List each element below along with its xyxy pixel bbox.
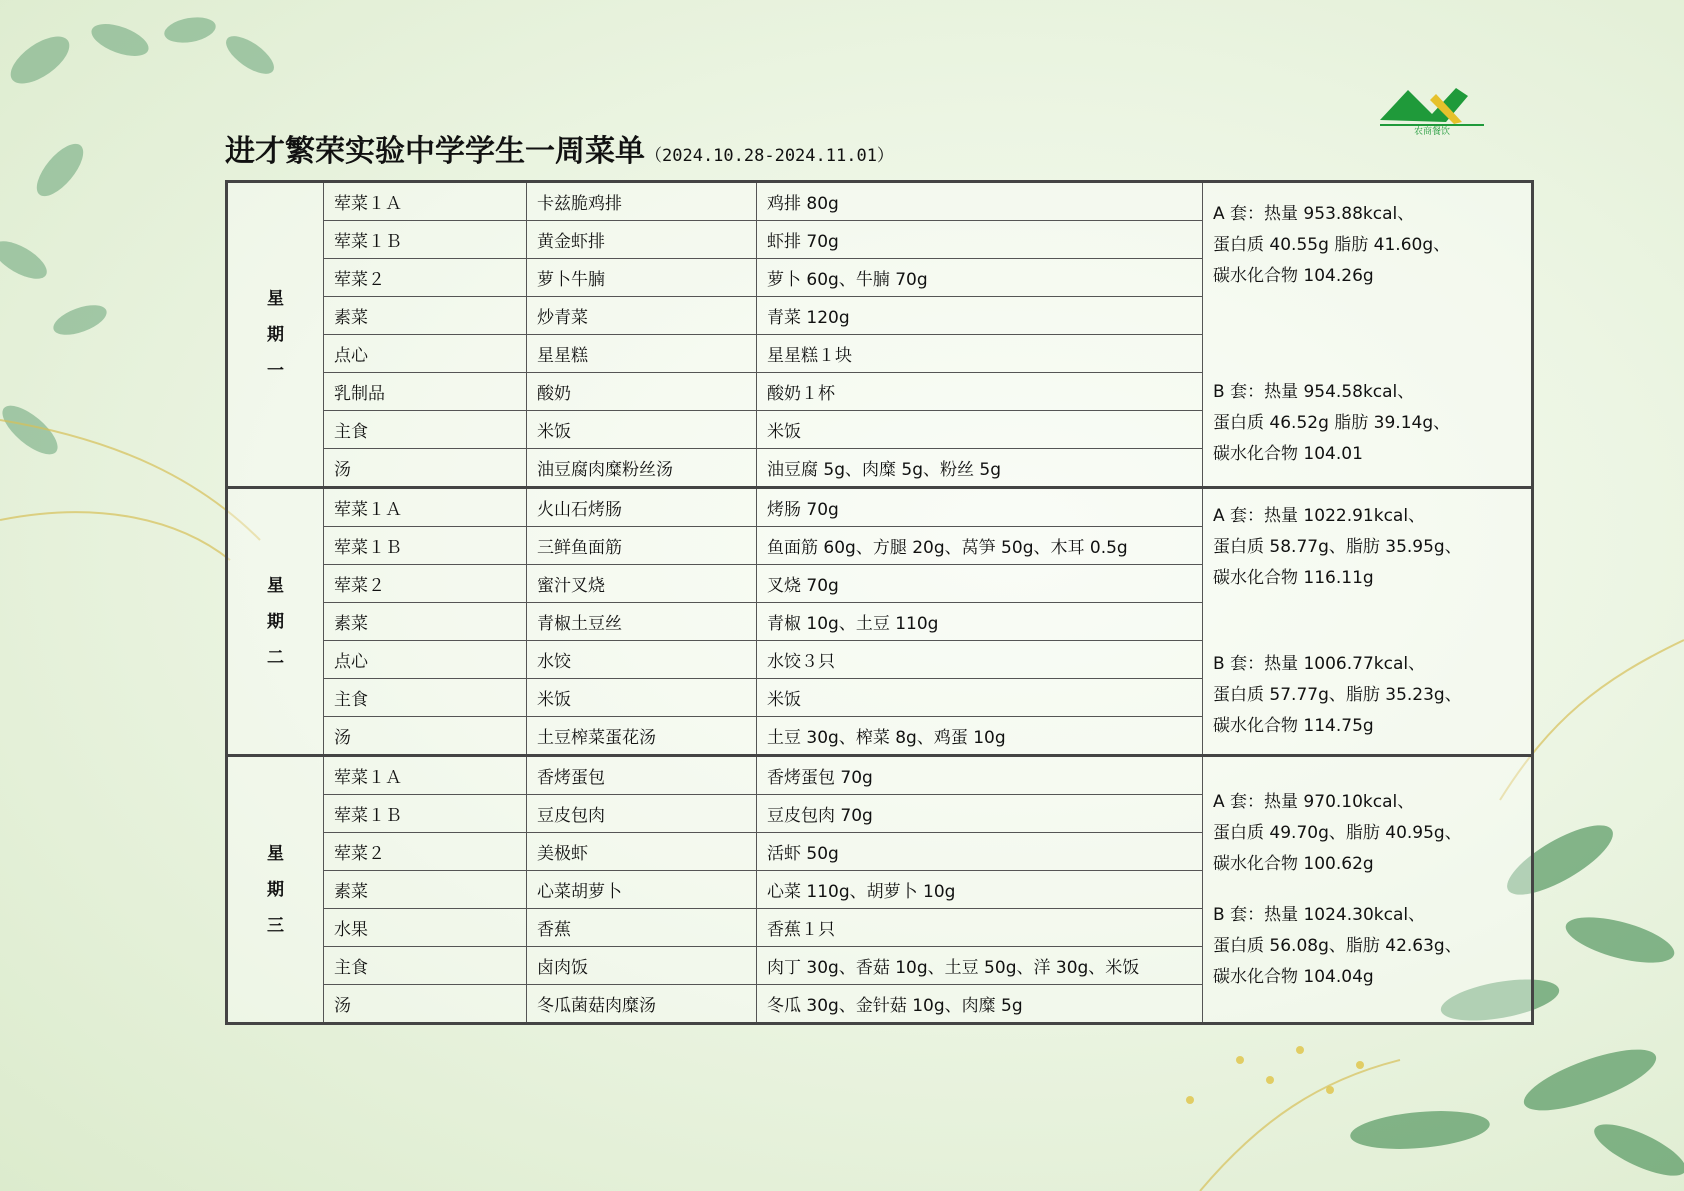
cell-dish: 星星糕 (527, 335, 757, 373)
cell-dish: 心菜胡萝卜 (527, 871, 757, 909)
nutrition-line: 碳水化合物 116.11g (1213, 568, 1374, 588)
nutrition-line: 蛋白质 49.70g、脂肪 40.95g、 (1213, 822, 1462, 843)
day-label-char: 期 (267, 611, 284, 632)
nutrition-info (1203, 488, 1533, 756)
set-b-nutrition (1213, 900, 1521, 993)
table-row (227, 756, 1533, 795)
menu-table-body (227, 182, 1533, 1024)
day-label-char: 一 (267, 360, 284, 381)
cell-category: 荤菜２ (324, 259, 527, 297)
nutrition-line: 碳水化合物 100.62g (1213, 853, 1374, 874)
set-a-nutrition (1213, 787, 1521, 880)
cell-ingredients: 豆皮包肉 70g (757, 795, 1203, 833)
nutrition-line: 蛋白质 56.08g、脂肪 42.63g、 (1213, 935, 1462, 956)
cell-category: 汤 (324, 449, 527, 488)
day-label-char: 二 (267, 647, 284, 668)
cell-ingredients: 土豆 30g、榨菜 8g、鸡蛋 10g (757, 717, 1203, 756)
day-label-char: 期 (267, 324, 284, 345)
cell-ingredients: 肉丁 30g、香菇 10g、土豆 50g、洋 30g、米饭 (757, 947, 1203, 985)
cell-category: 荤菜１Ｂ (324, 221, 527, 259)
cell-dish: 香烤蛋包 (527, 756, 757, 795)
nutrition-line: B 套：热量 1006.77kcal、 (1213, 654, 1426, 674)
cell-ingredients: 萝卜 60g、牛腩 70g (757, 259, 1203, 297)
table-row (227, 488, 1533, 527)
page-title (225, 126, 894, 170)
cell-dish: 炒青菜 (527, 297, 757, 335)
cell-category: 乳制品 (324, 373, 527, 411)
cell-ingredients: 米饭 (757, 411, 1203, 449)
cell-category: 素菜 (324, 871, 527, 909)
nutrition-line: 碳水化合物 104.04g (1213, 966, 1374, 987)
cell-ingredients: 冬瓜 30g、金针菇 10g、肉糜 5g (757, 985, 1203, 1024)
cell-dish: 卡兹脆鸡排 (527, 182, 757, 221)
set-a-nutrition (1213, 501, 1521, 594)
cell-category: 主食 (324, 411, 527, 449)
set-b-nutrition (1213, 377, 1521, 470)
cell-ingredients: 水饺３只 (757, 641, 1203, 679)
cell-ingredients: 鱼面筋 60g、方腿 20g、莴笋 50g、木耳 0.5g (757, 527, 1203, 565)
nutrition-line: 碳水化合物 104.26g (1213, 266, 1374, 286)
cell-category: 汤 (324, 985, 527, 1024)
title-date-range: （2024.10.28-2024.11.01） (645, 146, 894, 166)
nutrition-line: 蛋白质 58.77g、脂肪 35.95g、 (1213, 537, 1462, 557)
day-label-char: 三 (267, 915, 284, 936)
cell-ingredients: 青菜 120g (757, 297, 1203, 335)
nutrition-line: B 套：热量 1024.30kcal、 (1213, 904, 1426, 925)
cell-dish: 美极虾 (527, 833, 757, 871)
set-b-nutrition (1213, 649, 1521, 742)
cell-category: 荤菜１Ｂ (324, 795, 527, 833)
cell-category: 水果 (324, 909, 527, 947)
day-label-char: 星 (267, 575, 284, 596)
nutrition-line: 碳水化合物 114.75g (1213, 716, 1374, 736)
cell-ingredients: 活虾 50g (757, 833, 1203, 871)
cell-dish: 青椒土豆丝 (527, 603, 757, 641)
cell-category: 点心 (324, 641, 527, 679)
cell-ingredients: 虾排 70g (757, 221, 1203, 259)
cell-dish: 水饺 (527, 641, 757, 679)
cell-ingredients: 青椒 10g、土豆 110g (757, 603, 1203, 641)
table-row (227, 182, 1533, 221)
cell-category: 素菜 (324, 297, 527, 335)
day-label (227, 488, 324, 756)
cell-ingredients: 鸡排 80g (757, 182, 1203, 221)
cell-category: 主食 (324, 679, 527, 717)
cell-dish: 三鲜鱼面筋 (527, 527, 757, 565)
title-main: 进才繁荣实验中学学生一周菜单 (225, 134, 645, 169)
cell-ingredients: 米饭 (757, 679, 1203, 717)
cell-ingredients: 星星糕１块 (757, 335, 1203, 373)
nutrition-line: 蛋白质 57.77g、脂肪 35.23g、 (1213, 685, 1462, 705)
cell-ingredients: 叉烧 70g (757, 565, 1203, 603)
logo-text: 农商餐饮 (1413, 127, 1451, 136)
day-label-char: 星 (267, 843, 284, 864)
cell-dish: 冬瓜菌菇肉糜汤 (527, 985, 757, 1024)
cell-category: 主食 (324, 947, 527, 985)
company-logo (1376, 80, 1488, 136)
cell-dish: 土豆榨菜蛋花汤 (527, 717, 757, 756)
cell-dish: 油豆腐肉糜粉丝汤 (527, 449, 757, 488)
cell-dish: 卤肉饭 (527, 947, 757, 985)
cell-category: 荤菜１Ａ (324, 756, 527, 795)
cell-dish: 米饭 (527, 679, 757, 717)
nutrition-info (1203, 756, 1533, 1024)
cell-ingredients: 烤肠 70g (757, 488, 1203, 527)
cell-ingredients: 酸奶１杯 (757, 373, 1203, 411)
cell-category: 荤菜１Ａ (324, 182, 527, 221)
cell-category: 点心 (324, 335, 527, 373)
cell-ingredients: 油豆腐 5g、肉糜 5g、粉丝 5g (757, 449, 1203, 488)
cell-ingredients: 香蕉１只 (757, 909, 1203, 947)
nutrition-line: 蛋白质 46.52g 脂肪 39.14g、 (1213, 413, 1451, 433)
cell-category: 荤菜１Ａ (324, 488, 527, 527)
cell-category: 汤 (324, 717, 527, 756)
cell-ingredients: 香烤蛋包 70g (757, 756, 1203, 795)
nutrition-line: A 套：热量 1022.91kcal、 (1213, 506, 1426, 526)
cell-dish: 黄金虾排 (527, 221, 757, 259)
cell-dish: 火山石烤肠 (527, 488, 757, 527)
cell-dish: 香蕉 (527, 909, 757, 947)
cell-dish: 蜜汁叉烧 (527, 565, 757, 603)
nutrition-line: A 套：热量 970.10kcal、 (1213, 791, 1415, 812)
nutrition-line: 蛋白质 40.55g 脂肪 41.60g、 (1213, 235, 1451, 255)
cell-category: 荤菜１Ｂ (324, 527, 527, 565)
nutrition-line: B 套：热量 954.58kcal、 (1213, 382, 1415, 402)
cell-category: 素菜 (324, 603, 527, 641)
day-label (227, 756, 324, 1024)
cell-dish: 豆皮包肉 (527, 795, 757, 833)
cell-ingredients: 心菜 110g、胡萝卜 10g (757, 871, 1203, 909)
nutrition-line: 碳水化合物 104.01 (1213, 444, 1363, 464)
cell-category: 荤菜２ (324, 565, 527, 603)
nutrition-line: A 套：热量 953.88kcal、 (1213, 204, 1415, 224)
nutrition-info (1203, 182, 1533, 488)
day-label-char: 期 (267, 879, 284, 900)
cell-dish: 萝卜牛腩 (527, 259, 757, 297)
day-label (227, 182, 324, 488)
cell-category: 荤菜２ (324, 833, 527, 871)
day-label-char: 星 (267, 288, 284, 309)
weekly-menu-table (225, 180, 1534, 1025)
cell-dish: 米饭 (527, 411, 757, 449)
set-a-nutrition (1213, 199, 1521, 292)
cell-dish: 酸奶 (527, 373, 757, 411)
